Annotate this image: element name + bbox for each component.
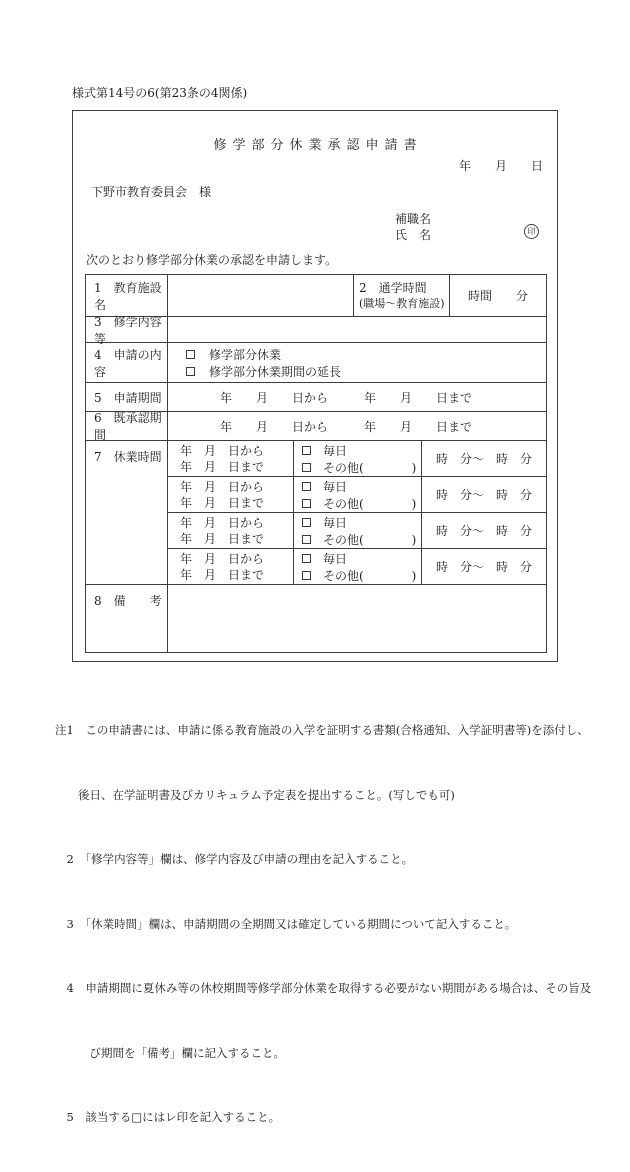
approved-period-label: 6 既承認期間 <box>86 412 168 440</box>
form-outer-box <box>72 110 558 662</box>
commute-time-label: 2 通学時間 (職場～教育施設) <box>354 275 450 316</box>
footnote-line: 5 該当する□にはレ印を記入すること。 <box>55 1110 281 1124</box>
form-title: 修学部分休業承認申請書 <box>213 138 423 153</box>
daily-label: 毎日 <box>323 515 348 530</box>
seal-icon: 印 <box>524 224 539 239</box>
applicant-position-label: 補職名 <box>395 212 432 226</box>
study-content-input-area <box>168 317 546 342</box>
subrow-dates: 年 月 日から 年 月 日まで <box>168 477 294 512</box>
option-extension <box>186 363 546 380</box>
remarks-label: 8 備 考 <box>86 585 168 652</box>
checkbox-icon[interactable] <box>302 482 311 491</box>
checkbox-icon[interactable] <box>302 446 311 455</box>
row-application-type <box>86 343 546 383</box>
footnote-line: 4 申請期間に夏休み等の休校期間等修学部分休業を取得する必要がない期間がある場合は、その旨及 <box>55 981 592 995</box>
leave-hours-label: 7 休業時間 <box>86 441 168 584</box>
other-label: その他( ) <box>323 532 417 547</box>
row-leave-hours <box>86 441 546 585</box>
daily-label: 毎日 <box>323 479 348 494</box>
checkbox-icon[interactable] <box>186 350 195 359</box>
checkbox-icon[interactable] <box>302 554 311 563</box>
subrow-time-range: 時 分～ 時 分 <box>435 524 532 538</box>
recipient-line: 下野市教育委員会 様 <box>91 185 212 199</box>
applicant-block <box>395 211 431 243</box>
option-partial-leave-label: 修学部分休業 <box>209 347 282 362</box>
application-table <box>85 274 547 653</box>
other-label: その他( ) <box>323 568 417 583</box>
subrow-time-range: 時 分～ 時 分 <box>435 452 532 466</box>
facility-label: 1 教育施設名 <box>86 275 168 316</box>
footnote-line: 後日、在学証明書及びカリキュラム予定表を提出すること。(写しでも可) <box>55 787 455 802</box>
footnotes <box>55 677 615 1172</box>
option-extension-label: 修学部分休業期間の延長 <box>209 364 342 379</box>
application-type-options <box>168 343 546 382</box>
daily-label: 毎日 <box>323 443 348 458</box>
leave-hours-subrow <box>168 548 546 584</box>
application-period-value: 年 月 日から 年 月 日まで <box>220 390 473 405</box>
other-label: その他( ) <box>323 460 417 475</box>
subrow-frequency <box>294 441 422 476</box>
applicant-name-label: 氏 名 <box>395 228 432 242</box>
date-fill-line: 年 月 日 <box>458 159 543 173</box>
footnote-line: 3 「休業時間」欄は、申請期間の全期間又は確定している期間について記入すること。 <box>55 916 517 931</box>
application-period-label: 5 申請期間 <box>86 383 168 411</box>
daily-label: 毎日 <box>323 551 348 566</box>
row-application-period <box>86 383 546 412</box>
subrow-time-range: 時 分～ 時 分 <box>435 560 532 574</box>
approved-period-value: 年 月 日から 年 月 日まで <box>220 419 473 434</box>
row-remarks <box>86 585 546 652</box>
row-education-facility <box>86 275 546 317</box>
checkbox-icon[interactable] <box>302 571 311 580</box>
subrow-frequency <box>294 477 422 512</box>
form-code: 様式第14号の6(第23条の4関係) <box>72 86 248 100</box>
subrow-frequency <box>294 513 422 548</box>
checkbox-icon[interactable] <box>186 367 195 376</box>
leave-hours-subrow <box>168 476 546 512</box>
other-label: その他( ) <box>323 496 417 511</box>
checkbox-icon[interactable] <box>302 518 311 527</box>
facility-input-area <box>168 275 354 316</box>
leave-hours-subrow <box>168 512 546 548</box>
footnote-line: 2 「修学内容等」欄は、修学内容及び申請の理由を記入すること。 <box>55 852 414 866</box>
footnote-line: び期間を「備考」欄に記入すること。 <box>55 1045 285 1060</box>
subrow-dates: 年 月 日から 年 月 日まで <box>168 549 294 584</box>
subrow-frequency <box>294 549 422 584</box>
subrow-dates: 年 月 日から 年 月 日まで <box>168 513 294 548</box>
study-content-label: 3 修学内容等 <box>86 317 168 342</box>
row-approved-period <box>86 412 546 441</box>
checkbox-icon[interactable] <box>302 535 311 544</box>
subrow-dates: 年 月 日から 年 月 日まで <box>168 441 294 476</box>
option-partial-leave <box>186 346 546 363</box>
row-study-content <box>86 314 546 346</box>
subrow-time-range: 時 分～ 時 分 <box>435 488 532 502</box>
declaration-text: 次のとおり修学部分休業の承認を申請します。 <box>86 253 338 267</box>
footnote-line: 注1 この申請書には、申請に係る教育施設の入学を証明する書類(合格通知、入学証明書等)を添付し、 <box>55 723 589 737</box>
commute-time-value: 時間 分 <box>467 289 528 303</box>
remarks-input-area <box>168 585 546 652</box>
leave-hours-subrow <box>168 441 546 476</box>
checkbox-icon[interactable] <box>302 463 311 472</box>
checkbox-icon[interactable] <box>302 499 311 508</box>
application-type-label: 4 申請の内容 <box>86 343 168 382</box>
leave-hours-subtable <box>168 441 546 584</box>
